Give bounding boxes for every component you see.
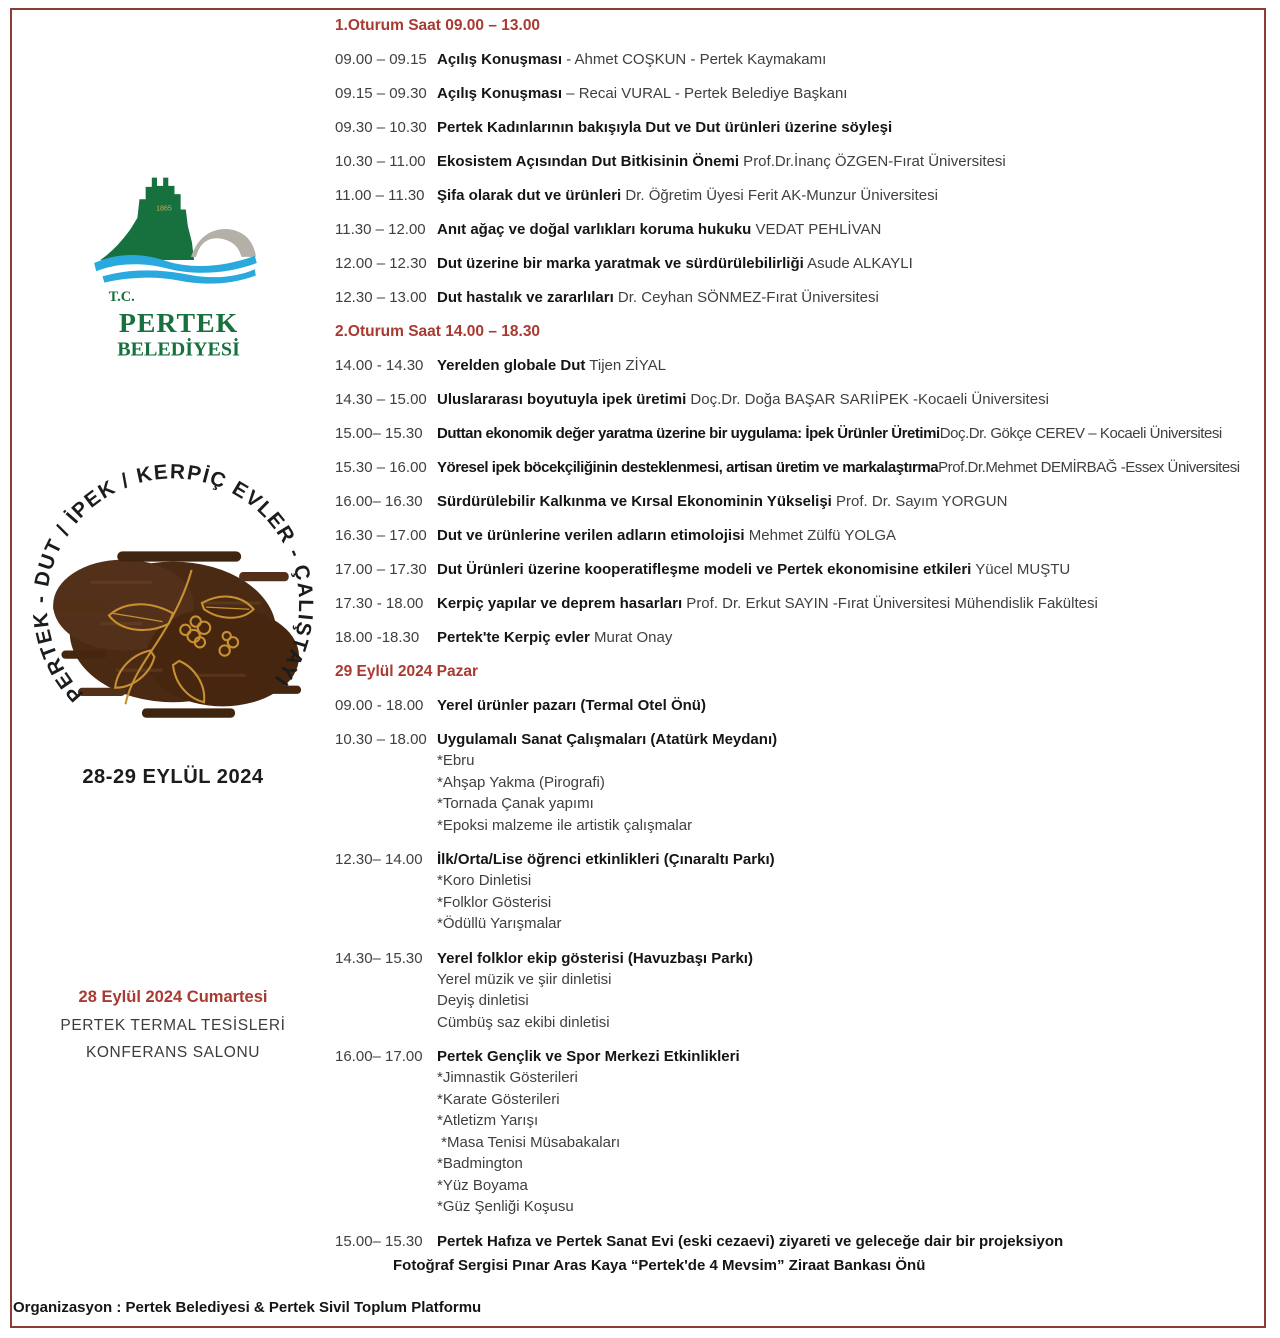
event-title: Dut ve ürünlerine verilen adların etimolojisi <box>437 527 745 544</box>
workshop-logo <box>18 448 328 804</box>
event-speaker: Dr. Ceyhan SÖNMEZ-Fırat Üniversitesi <box>613 289 879 306</box>
municipality-logo-graphic <box>88 156 263 362</box>
schedule-row <box>335 850 1270 935</box>
time-range: 12.30– 14.00 <box>335 851 423 868</box>
event-sub-item: *Epoksi malzeme ile artistik çalışmalar <box>437 816 693 834</box>
event-title: Şifa olarak dut ve ürünleri <box>437 187 622 204</box>
event-sub-item: *Atletizm Yarışı <box>437 1112 539 1129</box>
schedule-row <box>335 220 1270 240</box>
event-title: Uluslararası boyutuyla ipek üretimi <box>437 391 687 408</box>
schedule-row <box>335 254 1270 274</box>
event-title: Duttan ekonomik değer yaratma üzerine bir uygulama: İpek Ürünler Üretimi <box>437 425 940 442</box>
time-range: 17.30 - 18.00 <box>335 595 424 612</box>
time-range: 18.00 -18.30 <box>335 629 420 646</box>
session-heading: 2.Oturum Saat 14.00 – 18.30 <box>335 323 541 340</box>
schedule-row <box>335 424 1270 444</box>
event-title: Dut Ürünleri üzerine kooperatifleşme modeli ve Pertek ekonomisine etkileri <box>437 561 972 578</box>
schedule <box>335 16 1270 1290</box>
event-speaker: Doç.Dr. Doğa BAŞAR SARIİPEK -Kocaeli Üniversitesi <box>686 391 1049 408</box>
time-range: 15.00– 15.30 <box>335 1232 423 1250</box>
time-range: 09.00 – 09.15 <box>335 51 427 68</box>
day-heading: 29 Eylül 2024 Pazar <box>335 663 479 680</box>
municipality-name-2: BELEDİYESİ <box>117 338 240 361</box>
time-range: 15.00– 15.30 <box>335 425 423 442</box>
event-title: Açılış Konuşması <box>437 85 563 102</box>
event-title: Dut üzerine bir marka yaratmak ve sürdürülebilirliği <box>437 255 804 272</box>
schedule-row <box>335 84 1270 104</box>
event-speaker: Yücel MUŞTU <box>971 561 1071 578</box>
organization-footer: Organizasyon : Pertek Belediyesi & Pertek Sivil Toplum Platformu <box>13 1299 482 1316</box>
event-title: Pertek'te Kerpiç evler <box>437 629 590 646</box>
event-speaker: VEDAT PEHLİVAN <box>751 221 882 238</box>
time-range: 16.00– 17.00 <box>335 1048 423 1065</box>
event-title: Pertek Kadınlarının bakışıyla Dut ve Dut ürünleri üzerine söyleşi <box>437 119 893 136</box>
tc-label: T.C. <box>108 289 135 306</box>
wave-icon-2 <box>102 269 255 283</box>
event-title: Pertek Gençlik ve Spor Merkezi Etkinlikleri <box>437 1048 740 1065</box>
event-speaker: Mehmet Zülfü YOLGA <box>744 527 897 544</box>
venue-date: 28 Eylül 2024 Cumartesi <box>78 988 268 1006</box>
event-sub-item: Deyiş dinletisi <box>437 992 529 1009</box>
schedule-row <box>335 390 1270 410</box>
schedule-row <box>335 118 1270 138</box>
schedule-row <box>335 696 1270 716</box>
event-title: Açılış Konuşması <box>437 51 563 68</box>
event-speaker: Prof.Dr.İnanç ÖZGEN-Fırat Üniversitesi <box>739 153 1006 170</box>
event-title: Yerel folklor ekip gösterisi (Havuzbaşı Parkı) <box>437 949 753 967</box>
time-range: 10.30 – 18.00 <box>335 731 427 748</box>
event-title: Kerpiç yapılar ve deprem hasarları <box>437 595 683 612</box>
schedule-row <box>335 1047 1270 1218</box>
event-title: Yerelden globale Dut <box>437 357 586 374</box>
time-range: 15.30 – 16.00 <box>335 459 427 476</box>
session-heading: 1.Oturum Saat 09.00 – 13.00 <box>335 17 541 34</box>
event-sub-item: *Masa Tenisi Müsabakaları <box>437 1133 621 1151</box>
time-range: 12.00 – 12.30 <box>335 255 427 272</box>
event-title: Anıt ağaç ve doğal varlıkları koruma hukuku <box>437 221 752 238</box>
venue-block <box>28 988 318 1071</box>
event-speaker: Prof. Dr. Sayım YORGUN <box>831 493 1008 510</box>
time-range: 14.30 – 15.00 <box>335 391 427 408</box>
municipality-name: PERTEK <box>118 308 239 340</box>
workshop-date: 28-29 EYLÜL 2024 <box>82 765 264 788</box>
schedule-row <box>335 288 1270 308</box>
event-speaker: Prof.Dr.Mehmet DEMİRBAĞ -Essex Üniversitesi <box>938 459 1240 476</box>
schedule-row <box>335 356 1270 376</box>
event-sub-item: *Ebru <box>437 752 475 769</box>
event-speaker: Murat Onay <box>589 629 673 646</box>
event-sub-item: Cümbüş saz ekibi dinletisi <box>437 1013 610 1031</box>
event-title: Yöresel ipek böcekçiliğinin desteklenmesi, artisan üretim ve markalaştırma <box>437 459 939 476</box>
founded-year-label: 1865 <box>155 203 172 213</box>
time-range: 11.30 – 12.00 <box>335 221 426 238</box>
time-range: 16.30 – 17.00 <box>335 527 427 544</box>
schedule-row <box>335 492 1270 512</box>
schedule-row <box>335 560 1270 580</box>
arch-icon <box>191 229 256 257</box>
event-sub-item: *Güz Şenliği Koşusu <box>437 1198 574 1215</box>
time-range: 16.00– 16.30 <box>335 493 423 510</box>
event-speaker: Doç.Dr. Gökçe CEREV – Kocaeli Üniversitesi <box>939 425 1222 442</box>
event-sub-item: *Badmington <box>437 1155 523 1172</box>
schedule-row <box>335 458 1270 478</box>
time-range: 11.00 – 11.30 <box>335 187 425 204</box>
event-speaker: Tijen ZİYAL <box>585 357 666 374</box>
schedule-row <box>335 186 1270 206</box>
event-speaker: Asude ALKAYLI <box>803 255 913 272</box>
schedule-row <box>335 628 1270 648</box>
castle-icon <box>100 178 194 260</box>
time-range: 14.30– 15.30 <box>335 949 423 967</box>
event-title: Yerel ürünler pazarı (Termal Otel Önü) <box>437 697 706 714</box>
event-sub-item: *Ödüllü Yarışmalar <box>437 915 562 932</box>
schedule-row <box>335 730 1270 836</box>
pertek-municipality-logo <box>88 156 263 367</box>
workshop-logo-graphic <box>18 448 328 799</box>
event-sub-item: *Ahşap Yakma (Pirografi) <box>437 773 605 791</box>
time-range: 09.15 – 09.30 <box>335 85 427 102</box>
event-speaker: Prof. Dr. Erkut SAYIN -Fırat Üniversitesi Mühendislik Fakültesi <box>682 595 1098 612</box>
event-title: Dut hastalık ve zararlıları <box>437 289 614 306</box>
event-sub-item: *Yüz Boyama <box>437 1176 528 1194</box>
event-title: Uygulamalı Sanat Çalışmaları (Atatürk Meydanı) <box>437 731 778 748</box>
schedule-row <box>335 1232 1270 1277</box>
event-title: Pertek Hafıza ve Pertek Sanat Evi (eski cezaevi) ziyareti ve geleceğe dair bir projeksiyon <box>437 1232 1064 1250</box>
brush-splash-icon <box>53 551 301 717</box>
time-range: 09.00 - 18.00 <box>335 697 424 714</box>
event-sub-item: *Tornada Çanak yapımı <box>437 795 594 812</box>
time-range: 10.30 – 11.00 <box>335 153 426 170</box>
time-range: 14.00 - 14.30 <box>335 357 424 374</box>
event-title: İlk/Orta/Lise öğrenci etkinlikleri (Çınaraltı Parkı) <box>437 851 775 868</box>
event-speaker: – Recai VURAL - Pertek Belediye Başkanı <box>562 85 848 102</box>
time-range: 12.30 – 13.00 <box>335 289 427 306</box>
schedule-row <box>335 50 1270 70</box>
venue-line-1: PERTEK TERMAL TESİSLERİ <box>60 1017 286 1034</box>
schedule-row <box>335 152 1270 172</box>
event-continuation-line: Fotoğraf Sergisi Pınar Aras Kaya “Pertek'de 4 Mevsim” Ziraat Bankası Önü <box>393 1256 926 1274</box>
time-range: 17.00 – 17.30 <box>335 561 427 578</box>
event-title: Sürdürülebilir Kalkınma ve Kırsal Ekonominin Yükselişi <box>437 493 832 510</box>
time-range: 09.30 – 10.30 <box>335 119 427 136</box>
venue-line-2: KONFERANS SALONU <box>85 1044 261 1061</box>
event-sub-item: Yerel müzik ve şiir dinletisi <box>437 970 612 988</box>
event-speaker: - Ahmet COŞKUN - Pertek Kaymakamı <box>562 51 827 68</box>
schedule-row <box>335 526 1270 546</box>
event-sub-item: *Koro Dinletisi <box>437 872 532 889</box>
schedule-row <box>335 949 1270 1034</box>
event-title: Ekosistem Açısından Dut Bitkisinin Önemi <box>437 153 740 170</box>
schedule-row <box>335 594 1270 614</box>
event-sub-item: *Karate Gösterileri <box>437 1090 560 1108</box>
event-sub-item: *Jimnastik Gösterileri <box>437 1069 578 1086</box>
event-sub-item: *Folklor Gösterisi <box>437 893 552 911</box>
workshop-arc-title: PERTEK - DUT / İPEK / KERPİÇ EVLER - ÇALIŞTAYI <box>28 460 318 707</box>
event-speaker: Dr. Öğretim Üyesi Ferit AK-Munzur Üniversitesi <box>621 187 938 204</box>
